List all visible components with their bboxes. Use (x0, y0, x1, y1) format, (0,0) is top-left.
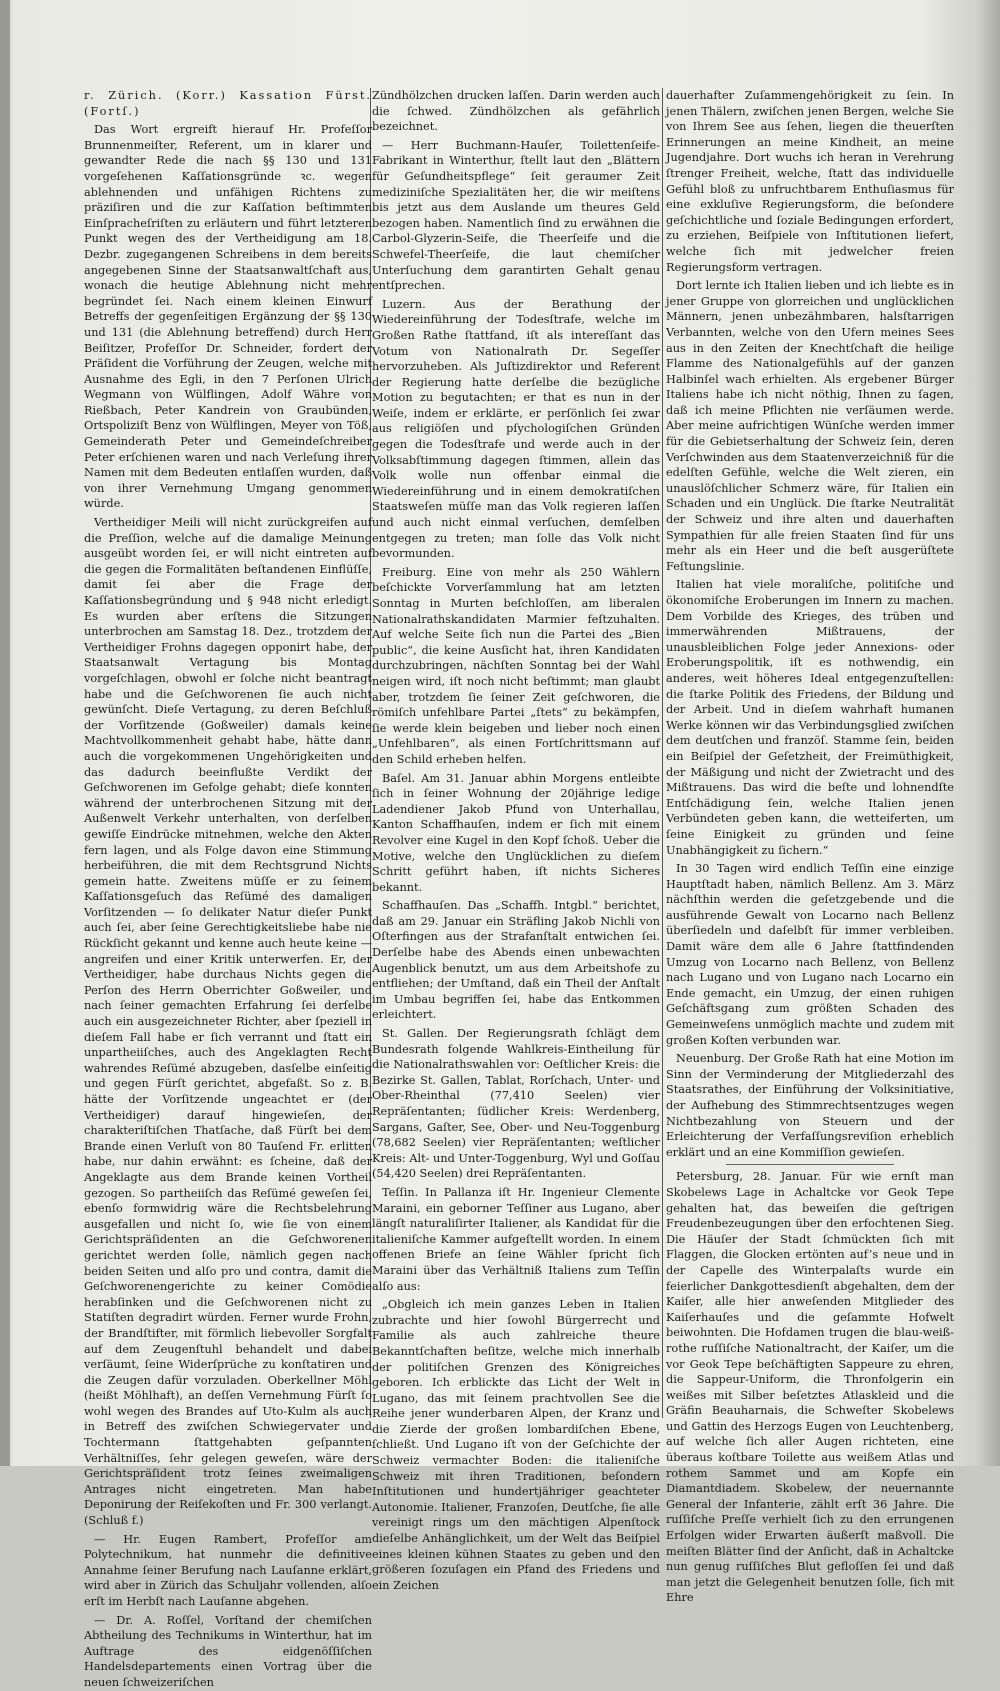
petersburg-paragraph: Petersburg, 28. Januar. Für wie ernſt man Skobelews Lage in Achaltcke vor Geok Tepe gehalten hat, das beweiſen die geſtrigen Freudenbezeugungen über den erfochtenen Sieg. Die Häuſer der Stadt ſchmückten ſich mit Flaggen, die Glocken ertönten auf’s neue und in der Capelle des Winterpalaſts wurde ein feierlicher Dankgottesdienſt abgehalten, dem der Kaiſer, alle hier anweſenden Mitglieder des Kaiſerhauſes und die geſammte Hofwelt beiwohnten. Die Hofdamen trugen die blau-weiß-rothe ruſſiſche Nationaltracht, der Kaiſer, um die vor Geok Tepe beſchäftigten Sappeure zu ehren, die Sappeur-Uniform, die Thronfolgerin ein weißes mit Silber beſetztes Atlaskleid und die Gräfin Beauharnais, die Schweſter Skobelews und Gattin des Herzogs Eugen von Leuchtenberg, auf welche ſich aller Augen richteten, eine überaus koſtbare Toilette aus weißem Atlas und rothem Sammet und am Kopfe ein Diamantdiadem. Skobelew, der neuernannte General der Infanterie, zählt erſt 36 Jahre. Die ruſſiſche Preſſe verhielt ſich zu den errungenen Erfolgen wider Erwarten äußerſt maßvoll. Die meiſten Blätter ſind der Anſicht, daß in Achaltcke nun genug ruſſiſches Blut gefloſſen ſei und daß man jetzt die Gelegenheit benutzen ſolle, ſich mit Ehre (666, 1170, 954, 1605)
column-middle (372, 88, 660, 1592)
column-divider-2 (662, 88, 663, 1418)
luzern-paragraph: Luzern. Aus der Berathung der Wiedereinführung der Todesſtrafe, welche im Großen Rathe ſtattfand, iſt als intereſſant das Votum von Nationalrath Dr. Segeſſer hervorzuheben. Als Juſtizdirektor und Referent der Regierung hatte derſelbe die bezügliche Motion zu begutachten; er that es nun in der Weiſe, indem er erklärte, er perſönlich ſei zwar aus religiöſen und pſychologiſchen Gründen gegen die Todesſtrafe und werde auch in der Volksabſtimmung dagegen ſtimmen, allein das Volk wolle nun offenbar einmal die Wiedereinführung und in einem demokratiſchen Staatsweſen müſſe man das Volk regieren laſſen und auch nicht einmal verſuchen, demſelben entgegen zu treten; man ſolle das Volk nicht bevormunden. (372, 297, 660, 561)
quote-paragraph-2: Dort lernte ich Italien lieben und ich liebte es in jener Gruppe von glorreichen und unglücklichen Männern, jenen unbezähmbaren, halsſtarrigen Verbannten, welche von den Ufern meines Sees aus in den Zeiten der Knechtſchaft die heilige Flamme des Nationalgefühls auf der ganzen Halbinſel wach erhielten. Als ergebener Bürger Italiens habe ich nicht nöthig, Ihnen zu ſagen, daß ich meine Pflichten nie verſäumen werde. Aber meine aufrichtigen Wünſche werden immer für die Gebietserhaltung der Schweiz ſein, deren Verſchwinden aus dem Staatenverzeichniß für die edelſten Gefühle, welche die Welt zieren, ein unauslöſchlicher Schmerz wäre, für Italien ein Schaden und ein Unglück. Die ſtarke Neutralität der Schweiz und ihre alten und dauerhaften Sympathien für alle freien Staaten ſind für uns mehr als ein Heer und die beſt ausgerüſtete Feſtungslinie. (666, 279, 954, 573)
zurich-paragraph-1: Das Wort ergreift hierauf Hr. Profeſſor Brunnenmeiſter, Referent, um in klarer und gewandter Rede die nach §§ 130 und 131 vorgeſehenen Kaſſationsgründe ꝛc. wegen ablehnenden und unfähigen Richtens zu präziſiren und die zur Kaſſation beſtimmten Einſpracheſriſten zu erläutern und führt letzteren Punkt wegen des der Vertheidigung am 18. Dezbr. zugegangenen Schreibens in dem bereits angegebenen Sinne der Staatsanwaltſchaft aus, wonach die heutige Ablehnung nicht mehr begründet ſei. Nach einem kleinen Einwurf Betreffs der gegenſeitigen Ergänzung der §§ 130 und 131 (die Ablehnung betreffend) durch Herr Beiſitzer, Profeſſor Dr. Schneider, fordert der Präſident die Vorführung der Zeugen, welche mit Ausnahme des Egli, in den 7 Perſonen Ulrich Wegmann von Wülflingen, Adolf Währe von Rießbach, Peter Kandrein von Graubünden, Ortspoliziſt Benz von Wülflingen, Meyer von Töß, Gemeinderath Peter und Gemeindeſchreiber Peter erſchienen waren und nach Verleſung ihrer Namen mit dem Bedeuten entlaſſen wurden, daß von ihrer Vernehmung Umgang genommen würde. (84, 123, 372, 511)
zurich-heading: r. Zürich. (Korr.) Kassation Fürst. (Fortſ.) (84, 89, 372, 118)
quote-continuation: dauerhafter Zuſammengehörigkeit zu ſein. In jenen Thälern, zwiſchen jenen Bergen, welche Sie von Ihrem See aus ſehen, liegen die theuerſten Erinnerungen an meine Kindheit, an meine Jugendjahre. Dort wuchs ich heran in Verehrung ſtrenger Freiheit, welche, ſtatt das individuelle Gefühl bloß zu unfruchtbarem Enthuſiasmus für eine exkluſive Regierungsform, die beſondere geſchichtliche und ſoziale Bedingungen erfordert, zu erziehen, Beiſpiele von Inſtitutionen liefert, welche ſich mit jedwelcher freien Regierungsform vertragen. (666, 89, 954, 274)
buchmann-paragraph: — Herr Buchmann-Hauſer, Toilettenſeife-Fabrikant in Winterthur, ſtellt laut den „Blättern für Geſundheitspflege“ ſeit geraumer Zeit mediziniſche Spezialitäten her, die wir meiſtens bis jetzt aus dem Auslande um theures Geld bezogen haben. Namentlich ſind zu erwähnen die Carbol-Glyzerin-Seife, die Theerſeife und die Schwefel-Theerſeife, die laut chemiſcher Unterſuchung dem garantirten Gehalt genau entſprechen. (372, 138, 660, 293)
column-right (666, 88, 954, 1605)
tessin-paragraph: Teſſin. In Pallanza iſt Hr. Ingenieur Clemente Maraini, ein geborner Teſſiner aus Lugano, aber längſt naturaliſirter Italiener, als Kandidat für die italieniſche Kammer aufgeſtellt worden. In einem offenen Briefe an ſeine Wähler ſpricht ſich Maraini über das Verhältniß Italiens zum Teſſin alſo aus: (372, 1185, 660, 1293)
page-edge-shadow (974, 0, 1000, 1466)
stgallen-paragraph: St. Gallen. Der Regierungsrath ſchlägt dem Bundesrath folgende Wahlkreis-Eintheilung für die Nationalrathswahlen vor: Oeſtlicher Kreis: die Bezirke St. Gallen, Tablat, Rorſchach, Unter- und Ober-Rheinthal (77,410 Seelen) vier Repräſentanten; ſüdlicher Kreis: Werdenberg, Sargans, Gaſter, See, Ober- und Neu-Toggenburg (78,682 Seelen) vier Repräſentanten; weſtlicher Kreis: Alt- und Unter-Toggenburg, Wyl und Goſſau (54,420 Seelen) drei Repräſentanten. (372, 1027, 660, 1181)
quote-paragraph-3: Italien hat viele moraliſche, politiſche und ökonomiſche Eroberungen im Innern zu machen. Dem Vorbilde des Krieges, des trüben und immerwährenden Mißtrauens, der unausbleiblichen Folge jeder Annexions- oder Eroberungspolitik, iſt es nothwendig, ein anderes, weit höheres Ideal entgegenzuſtellen: die ſtarke Politik des Friedens, der Bildung und der Arbeit. Und in dieſem wahrhaft humanen Werke können wir das Verbindungsglied zwiſchen dem deutſchen und franzöſ. Stamme ſein, beiden ein Beiſpiel der Geſetzheit, der Freimüthigkeit, der Mäßigung und nicht der Zwietracht und des Mißtrauens. Das wird die beſte und lohnendſte Entſchädigung ſein, welche Italien jenen Verbündeten geben kann, die wetteiferten, um ſeine Einigkeit zu gründen und ſeine Unabhängigkeit zu ſichern.“ (666, 578, 954, 857)
neuenburg-paragraph: Neuenburg. Der Große Rath hat eine Motion im Sinn der Verminderung der Mitgliederzahl des Staatsrathes, der Einführung der Volksinitiative, der Aufhebung des Stimmrechtsentzuges wegen Nichtbezahlung von Steuern und der Erleichterung der Verfaſſungsreviſion erheblich erklärt und an eine Kommiſſion gewieſen. (666, 1052, 954, 1159)
rambert-paragraph: — Hr. Eugen Rambert, Profeſſor am Polytechnikum, hat nunmehr die definitive Annahme ſeiner Berufung nach Lauſanne erklärt, wird aber in Zürich das Schuljahr vollenden, alſo erſt im Herbſt nach Lauſanne abgehen. (84, 1532, 372, 1608)
rossel-paragraph: — Dr. A. Roſſel, Vorſtand der chemiſchen Abtheilung des Technikums in Winterthur, hat im Auftrage des eidgenöſſiſchen Handelsdepartements einen Vortrag über die neuen ſchweizeriſchen (84, 1613, 372, 1689)
bellenz-paragraph: In 30 Tagen wird endlich Teſſin eine einzige Hauptſtadt haben, nämlich Bellenz. Am 3. März nächſthin werden die geſetzgebende und die ausführende Gewalt von Locarno nach Bellenz überſiedeln und daſelbſt für immer verbleiben. Damit wäre dem alle 6 Jahre ſtattfindenden Umzug von Locarno nach Bellenz, von Bellenz nach Lugano und von Lugano nach Locarno ein Ende gemacht, ein Umzug, der einen ruhigen Geſchäftsgang zum größten Schaden des Gemeinweſens unmöglich machte und zudem mit großen Koſten verbunden war. (666, 862, 954, 1047)
section-separator (726, 1164, 894, 1165)
page-binding-shadow (0, 0, 10, 1466)
zurich-paragraph-2: Vertheidiger Meili will nicht zurückgreifen auf die Preſſion, welche auf die damalige Meinung ausgeübt worden ſei, er will nicht eintreten auf die gegen die Formalitäten beſtandenen Einflüſſe, damit ſei aber die Frage der Kaſſationsbegründung und § 948 nicht erledigt. Es wurden aber erſtens die Sitzungen unterbrochen am Samstag 18. Dez., trotzdem der Vertheidiger Frohns dagegen opponirt habe, der Staatsanwalt Vertagung bis Montag vorgeſchlagen, obwohl er ſolche nicht beantragt habe und die Geſchworenen ſie auch nicht gewünſcht. Dieſe Vertagung, zu deren Beſchluß der Vorſitzende (Goßweiler) damals keine Machtvollkommenheit gehabt habe, hätte dann auch die vorgekommenen Ungehörigkeiten und das dadurch beeinflußte Verdikt der Geſchworenen im Gefolge gehabt; dieſe konnten während der unterbrochenen Sitzung mit der Außenwelt Verkehr unterhalten, von derſelben gewiſſe Eindrücke mitnehmen, welche den Akten fern lagen, und als Folge davon eine Stimmung herbeiführen, die mit dem Rechtsgrund Nichts gemein hatte. Zweitens müſſe er zu ſeinem Kaſſationsgeſuch das Reſümé des damaligen Vorſitzenden — ſo delikater Natur dieſer Punkt auch ſei, aber ſeine Gerechtigkeitsliebe habe nie Rückſicht gekannt und kenne auch heute keine — angreifen und einer Kritik unterwerfen. Er, der Vertheidiger, habe durchaus Nichts gegen die Perſon des Herrn Oberrichter Goßweiler, und nach ſeiner gemachten Erfahrung ſei derſelbe auch ein ausgezeichneter Richter, aber ſpeziell in dieſem Fall habe er ſich verrannt und ſtatt ein unpartheiiſches, auch des Angeklagten Recht wahrendes Reſümé abzugeben, dasſelbe einſeitig und gegen Fürſt gerichtet, abgefaßt. So z. B. hätte der Vorſitzende ungeachtet er (der Vertheidiger) darauf hingewieſen, der charakteriſtiſchen Thatſache, daß Fürſt bei dem Brande einen Verluſt von 80 Tauſend Fr. erlitten habe, nur dahin erwähnt: es ſcheine, daß der Angeklagte aus dem Brande keinen Vortheil gezogen. So partheiiſch das Reſümé geweſen ſei, ebenſo formwidrig wäre die Rechtsbelehrung ausgefallen und nicht ſo, wie ſie von einem Gerichtspräſidenten an die Geſchworenen gerichtet werden ſolle, nämlich gegen nach beiden Seiten und alſo pro und contra, damit die Geſchworenengerichte zu keiner Comödie herabſinken und die Geſchworenen nicht zu Statiſten degradirt würden. Ferner wurde Frohn, der Brandſtifter, mit förmlich liebevoller Sorgfalt auf dem Zeugenſtuhl behandelt und dabei verſäumt, ſeine Widerſprüche zu konſtatiren und die Zeugen dafür vorzuladen. Oberkellner Möhl (heißt Möhlhaft), an deſſen Vernehmung Fürſt ſo wohl wegen des Brandes auf Uto-Kulm als auch in Betreff des zwiſchen Schwiegervater und Tochtermann ſtattgehabten geſpannten Verhältniſſes, ſehr gelegen geweſen, wäre der Gerichtspräſident trotz ſeines zweimaligen Antrages nicht eingetreten. Man habe Deponirung der Reiſekoſten und Fr. 300 verlangt. (Schluß f.) (84, 516, 372, 1528)
basel-paragraph: Baſel. Am 31. Januar abhin Morgens entleibte ſich in ſeiner Wohnung der 20jährige ledige Ladendiener Jakob Pfund von Unterhallau, Kanton Schaffhauſen, indem er ſich mit einem Revolver eine Kugel in den Kopf ſchoß. Ueber die Motive, welche den Unglücklichen zu dieſem Schritt geführt haben, iſt nichts Sicheres bekannt. (372, 771, 660, 894)
tessin-quote: „Obgleich ich mein ganzes Leben in Italien zubrachte und hier ſowohl Bürgerrecht und Familie als auch zahlreiche theure Bekanntſchaften beſitze, welche mich innerhalb der politiſchen Grenzen des Königreiches geboren. Ich erblickte das Licht der Welt in Lugano, das mit ſeinem prachtvollen See die Reihe jener wunderbaren Alpen, der Kranz und die Zierde der großen lombardiſchen Ebene, ſchließt. Und Lugano iſt von der Geſchichte der Schweiz vermachter Boden: die italieniſche Schweiz mit ihren Traditionen, beſondern Inſtitutionen und hundertjähriger geachteter Autonomie. Italiener, Franzoſen, Deutſche, ſie alle vereinigt rings um den mächtigen Alpenſtock dieſelbe Anhänglichkeit, um der Welt das Beiſpiel eines kleinen kühnen Staates zu geben und den größeren ſozuſagen ein Pfand des Friedens und ein Zeichen (372, 1298, 660, 1592)
schaffhausen-paragraph: Schaffhauſen. Das „Schaffh. Intgbl.“ berichtet, daß am 29. Januar ein Sträfling Jakob Nichli von Oſterfingen aus der Strafanſtalt entwichen ſei. Derſelbe habe des Abends einen unbewachten Augenblick benutzt, um aus dem Arbeitshofe zu entfliehen; der Umſtand, daß ein Theil der Anſtalt im Umbau begriffen ſei, habe das Entkommen erleichtert. (372, 899, 660, 1022)
zuendhoelzchen-paragraph: Zündhölzchen drucken laſſen. Darin werden auch die ſchwed. Zündhölzchen als gefährlich bezeichnet. (372, 89, 660, 134)
column-left (84, 88, 372, 1689)
freiburg-paragraph: Freiburg. Eine von mehr als 250 Wählern beſchickte Vorverſammlung hat am letzten Sonntag in Murten beſchloſſen, am liberalen Nationalrathskandidaten Marmier feſtzuhalten. Auf welche Seite ſich nun die Partei des „Bien public“, die keine Ausſicht hat, ihren Kandidaten durchzubringen, nächſten Sonntag bei der Wahl neigen wird, iſt noch nicht beſtimmt; man glaubt aber, trotzdem ſie ſeiner Zeit geſchworen, die römiſch unfehlbare Partei „ſtets“ zu bekämpfen, ſie werde klein beigeben und lieber noch einen „Unfehlbaren“, als einen Fortſchrittsmann auf den Schild erheben helfen. (372, 565, 660, 766)
